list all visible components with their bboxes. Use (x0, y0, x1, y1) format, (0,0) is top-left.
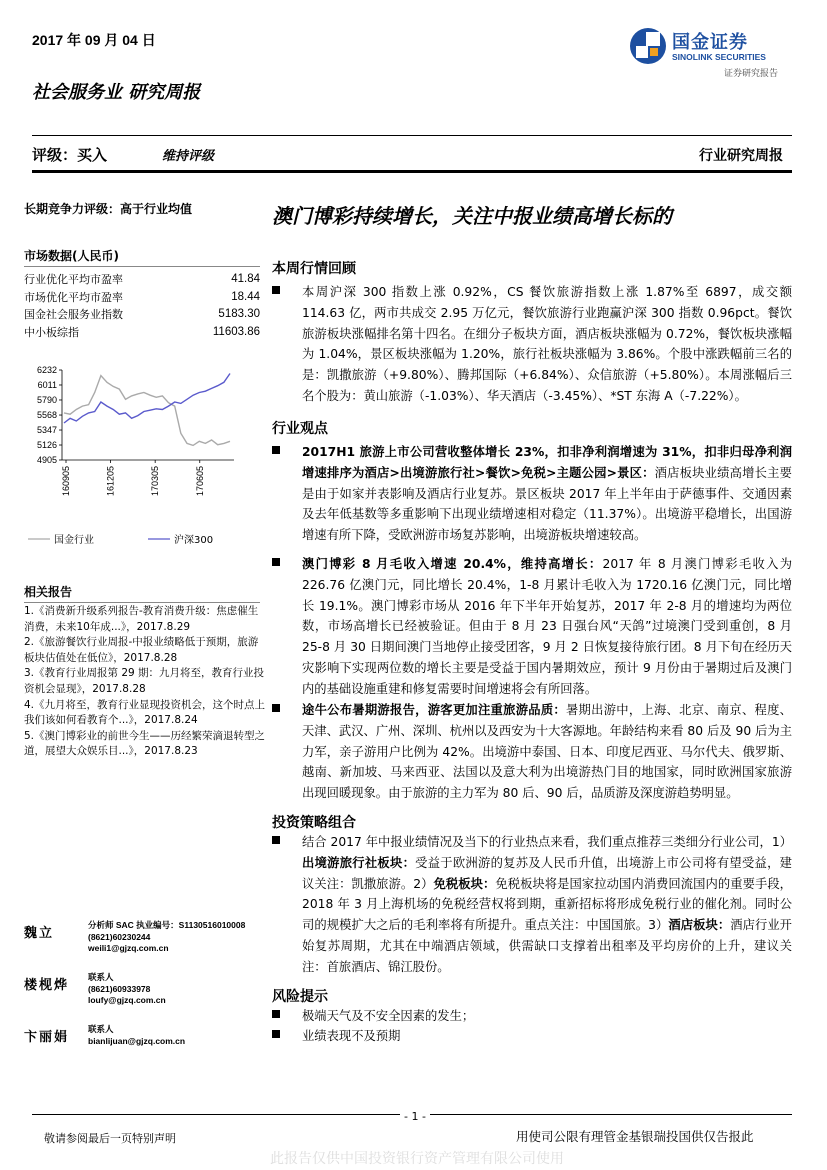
paragraph-lead: 2017H1 旅游上市公司营收整体增长 23%，扣非净利润增速为 31%，扣非归母净利润增速排序为酒店>出境游旅行社>餐饮>免税>主题公园>景区： (302, 445, 792, 480)
risk-item (272, 1006, 792, 1027)
analyst-contact-line: 联系人 (88, 1024, 114, 1034)
market-data-value: 11603.86 (212, 325, 260, 338)
paragraph-weekly-review (272, 282, 792, 407)
analyst-contact-line[interactable]: weili1@gjzq.com.cn (88, 943, 169, 953)
risk-text: 业绩表现不及预期 (302, 1029, 401, 1043)
rating: 评级：买入 (32, 146, 108, 164)
market-data-value: 41.84 (231, 273, 260, 285)
logo-mark-icon (628, 26, 668, 66)
paragraph-macau-gaming (272, 554, 792, 700)
paragraph-text: 2017 年 8 月澳门博彩毛收入为 226.76 亿澳门元，同比增长 20.4%，1-8 月累计毛收入为 1720.16 亿澳门元，同比增长 19.1%。澳门博彩市场从 2016 年下半年开始复苏，2017 年 2-8 月的增速均为两位数，市场高增长已经被验证。但由于 8 月 23 日强台风“天鸽”过境澳门受到重创，8 月 25-8 月 30 日期间澳门当地停止接受团客，9 月 2 日恢复接待旅行团。8 月下旬在经历天灾影响下实现两位数的增长主要是受益于国内暑期效应，预计 9 月份由于暑期过后及澳门内的基础设施重建和修复需要时间增速将会有所回落。 (302, 557, 792, 696)
x-tick-label: 161205 (105, 466, 116, 497)
risk-text: 极端天气及不安全因素的发生； (302, 1009, 475, 1023)
x-tick-label: 170605 (194, 466, 205, 497)
market-data-title: 市场数据(人民币) (24, 247, 260, 267)
text: 结合 2017 年中报业绩情况及当下的行业热点来看，我们重点推荐三类细分行业公司，1） (302, 835, 792, 849)
logo-name-en: SINOLINK SECURITIES (672, 52, 766, 62)
report-date: 2017 年 09 月 04 日 (32, 32, 156, 48)
related-reports-title: 相关报告 (24, 583, 260, 603)
market-data-label: 市场优化平均市盈率 (24, 290, 123, 304)
analyst-list (24, 920, 274, 1076)
y-tick-label: 4905 (36, 455, 57, 465)
market-data-label: 中小板综指 (24, 325, 79, 339)
market-data-row (24, 271, 260, 289)
analyst-contact (88, 1024, 185, 1047)
analyst-contact-line: (8621)60933978 (88, 983, 151, 994)
related-reports-list (24, 604, 266, 760)
paragraph-lead: 途牛公布暑期游报告，游客更加注重旅游品质： (302, 703, 566, 717)
analyst-contact-line: 分析师 SAC 执业编号：S1130516010008 (88, 920, 246, 930)
logo-subtitle: 证券研究报告 (724, 69, 779, 79)
market-data-row (24, 289, 260, 307)
paragraph-text: 本周沪深 300 指数上涨 0.92%，CS 餐饮旅游指数上涨 1.87%至 6897，成交额 114.63 亿，两市共成交 2.95 万亿元，餐饮旅游行业跑赢沪深 300 指数 0.96pct。餐饮旅游板块涨幅排名第十四名。在细分子板块方面，酒店板块涨幅为 0.72%，餐饮板块涨幅为 1.04%，景区板块涨幅为 1.20%，旅行社板块涨幅为 3.86%。个股中涨跌幅前三名的是：凯撒旅游（+9.80%）、腾邦国际（+6.84%）、众信旅游（+5.80%）。本周涨幅后三名个股为：黄山旅游（-1.03%）、华天酒店（-3.45%）、*ST 东海 A（-7.22%）。 (302, 285, 792, 403)
bullet-icon (272, 286, 280, 294)
analyst-contact (88, 972, 166, 1007)
page-number: - 1 - (400, 1110, 430, 1123)
paragraph-lead: 澳门博彩 8 月毛收入增速 20.4%，维持高增长： (302, 557, 603, 571)
legend-label: 沪深300 (174, 535, 214, 546)
x-tick-label: 170305 (150, 466, 161, 497)
divider (32, 135, 792, 136)
x-tick-label: 160905 (61, 466, 71, 497)
divider-thick (32, 170, 792, 173)
y-tick-label: 6011 (37, 379, 57, 390)
lead: 出境游旅行社板块： (302, 855, 416, 870)
related-report-item[interactable]: 3.《教育行业周报第 29 期：九月将至，教育行业投资机会显现》，2017.8.28 (24, 667, 265, 695)
analyst-contact-line[interactable]: loufy@gjzq.com.cn (88, 995, 166, 1005)
section-weekly-review: 本周行情回顾 (272, 261, 356, 277)
paragraph-h1-growth (272, 442, 792, 546)
text: 受益于欧洲游的复苏及人民币升值，出境游上市公司将有望受益，建议关注：凯撒旅游。2） (302, 855, 792, 891)
competitiveness-rating: 长期竞争力评级：高于行业均值 (24, 202, 193, 216)
series-line-hs300 (64, 374, 230, 424)
market-data-label: 国金社会服务业指数 (24, 308, 123, 321)
risk-item (272, 1026, 792, 1047)
analyst-contact-line: (8621)60230244 (88, 931, 151, 942)
analyst-name: 魏立 (24, 926, 55, 941)
y-tick-label: 5790 (36, 394, 57, 405)
market-data-row (24, 306, 260, 324)
related-report-item[interactable]: 1.《消费新升级系列报告-教育消费升级：焦虑催生消费，未来10年成...》，2017.8.29 (24, 605, 259, 633)
related-report-item[interactable]: 5.《澳门博彩业的前世今生——历经繁荣滴退转型之道，展望大众娱乐目...》，2017.8.23 (24, 729, 266, 758)
y-tick-label: 5347 (36, 425, 57, 436)
rating-status: 维持评级 (162, 149, 215, 164)
analyst-card (24, 920, 274, 972)
logo-name-cn: 国金证券 (672, 32, 748, 53)
text: 酒店行业开始复苏周期，尤其在中端酒店领域，供需缺口支撑着出租率及平均房价的上升，建议关注：首旅酒店、锦江股份。 (302, 918, 792, 974)
market-data-row (24, 324, 260, 342)
analyst-card (24, 1024, 274, 1076)
bullet-icon (272, 446, 280, 454)
paragraph-text: 暑期出游中，上海、北京、南京、程度、天津、武汉、广州、深圳、杭州以及西安为十大客源地。年龄结构来看 80 后及 90 后为主力军，亲子游用户比例为 42%。出境游中泰国、日本、印度尼西亚、马尔代夫、俄罗斯、越南、新加坡、马来西亚、法国以及意大利为出境游热门目的地国家，同时欧洲国家旅游出现回暖现象。由于旅游的主力军为 80 后、90 后，品质游及深度游趋势明显。 (302, 703, 792, 801)
market-data-table (24, 271, 260, 341)
market-data-label: 行业优化平均市盈率 (24, 273, 123, 286)
market-data-value: 5183.30 (218, 308, 260, 320)
legend-label: 国金行业 (54, 535, 94, 546)
bullet-icon (272, 704, 280, 712)
main-title: 澳门博彩持续增长，关注中报业绩高增长标的 (272, 204, 672, 228)
index-chart (24, 360, 258, 560)
section-risk: 风险提示 (272, 989, 328, 1005)
sidebar (24, 200, 260, 341)
y-tick-label: 5568 (36, 410, 57, 421)
market-data-value: 18.44 (231, 290, 260, 303)
analyst-card (24, 972, 274, 1024)
section-industry-view: 行业观点 (272, 421, 328, 437)
y-tick-label: 6232 (36, 365, 57, 375)
watermark: 此报告仅供中国投资银行资产管理有限公司使用 (270, 1151, 564, 1167)
related-report-item[interactable]: 2.《旅游餐饮行业周报-中报业绩略低于预期，旅游板块估值处在低位》，2017.8.28 (24, 636, 259, 664)
analyst-name: 楼枧烨 (24, 978, 70, 993)
company-logo (628, 22, 788, 82)
paragraph-tuniu-report (272, 700, 792, 804)
report-type: 行业研究周报 (699, 148, 783, 164)
bullet-icon (272, 558, 280, 566)
paragraph-strategy (272, 832, 792, 978)
lead: 免税板块： (433, 876, 496, 891)
bullet-icon (272, 1030, 280, 1038)
y-tick-label: 5126 (36, 440, 57, 451)
report-category: 社会服务业 研究周报 (32, 82, 201, 103)
analyst-name: 卞丽娟 (24, 1030, 70, 1045)
bullet-icon (272, 1010, 280, 1018)
bullet-icon (272, 836, 280, 844)
related-report-item[interactable]: 4.《九月将至，教育行业显现投资机会，这个时点上我们该如何看教育个...》，2017.8.24 (24, 698, 266, 727)
lead: 酒店板块： (668, 918, 731, 933)
text: 免税板块将是国家拉动国内消费回流国内的重要手段，2018 年 3 月上海机场的免税经营权将到期，重新招标将形成免税行业的催化剂。同时公司的规模扩大之后的毛利率将有所提升。重点关注：中国国旅。3） (302, 876, 792, 933)
footer-disclaimer: 敬请参阅最后一页特别声明 (44, 1132, 176, 1145)
analyst-contact-line: 联系人 (88, 972, 114, 982)
paragraph-text: 酒店板块业绩高增长主要是由于如家并表影响及酒店行业复苏。景区板块 2017 年上半年由于萨德事件、交通因素及去年低基数等多重影响下出现业绩增速相对稳定（11.37%）。出境游平稳增长，出国游增速有所下降，受欧洲游市场复苏影响，出境游板块增速较高。 (302, 465, 792, 543)
section-strategy: 投资策略组合 (272, 815, 356, 831)
footer-notice: 用使司公限有理管金基银瑞投国供仅告报此 (516, 1129, 754, 1144)
analyst-contact (88, 920, 245, 955)
analyst-contact-line[interactable]: bianlijuan@gjzq.com.cn (88, 1035, 186, 1046)
